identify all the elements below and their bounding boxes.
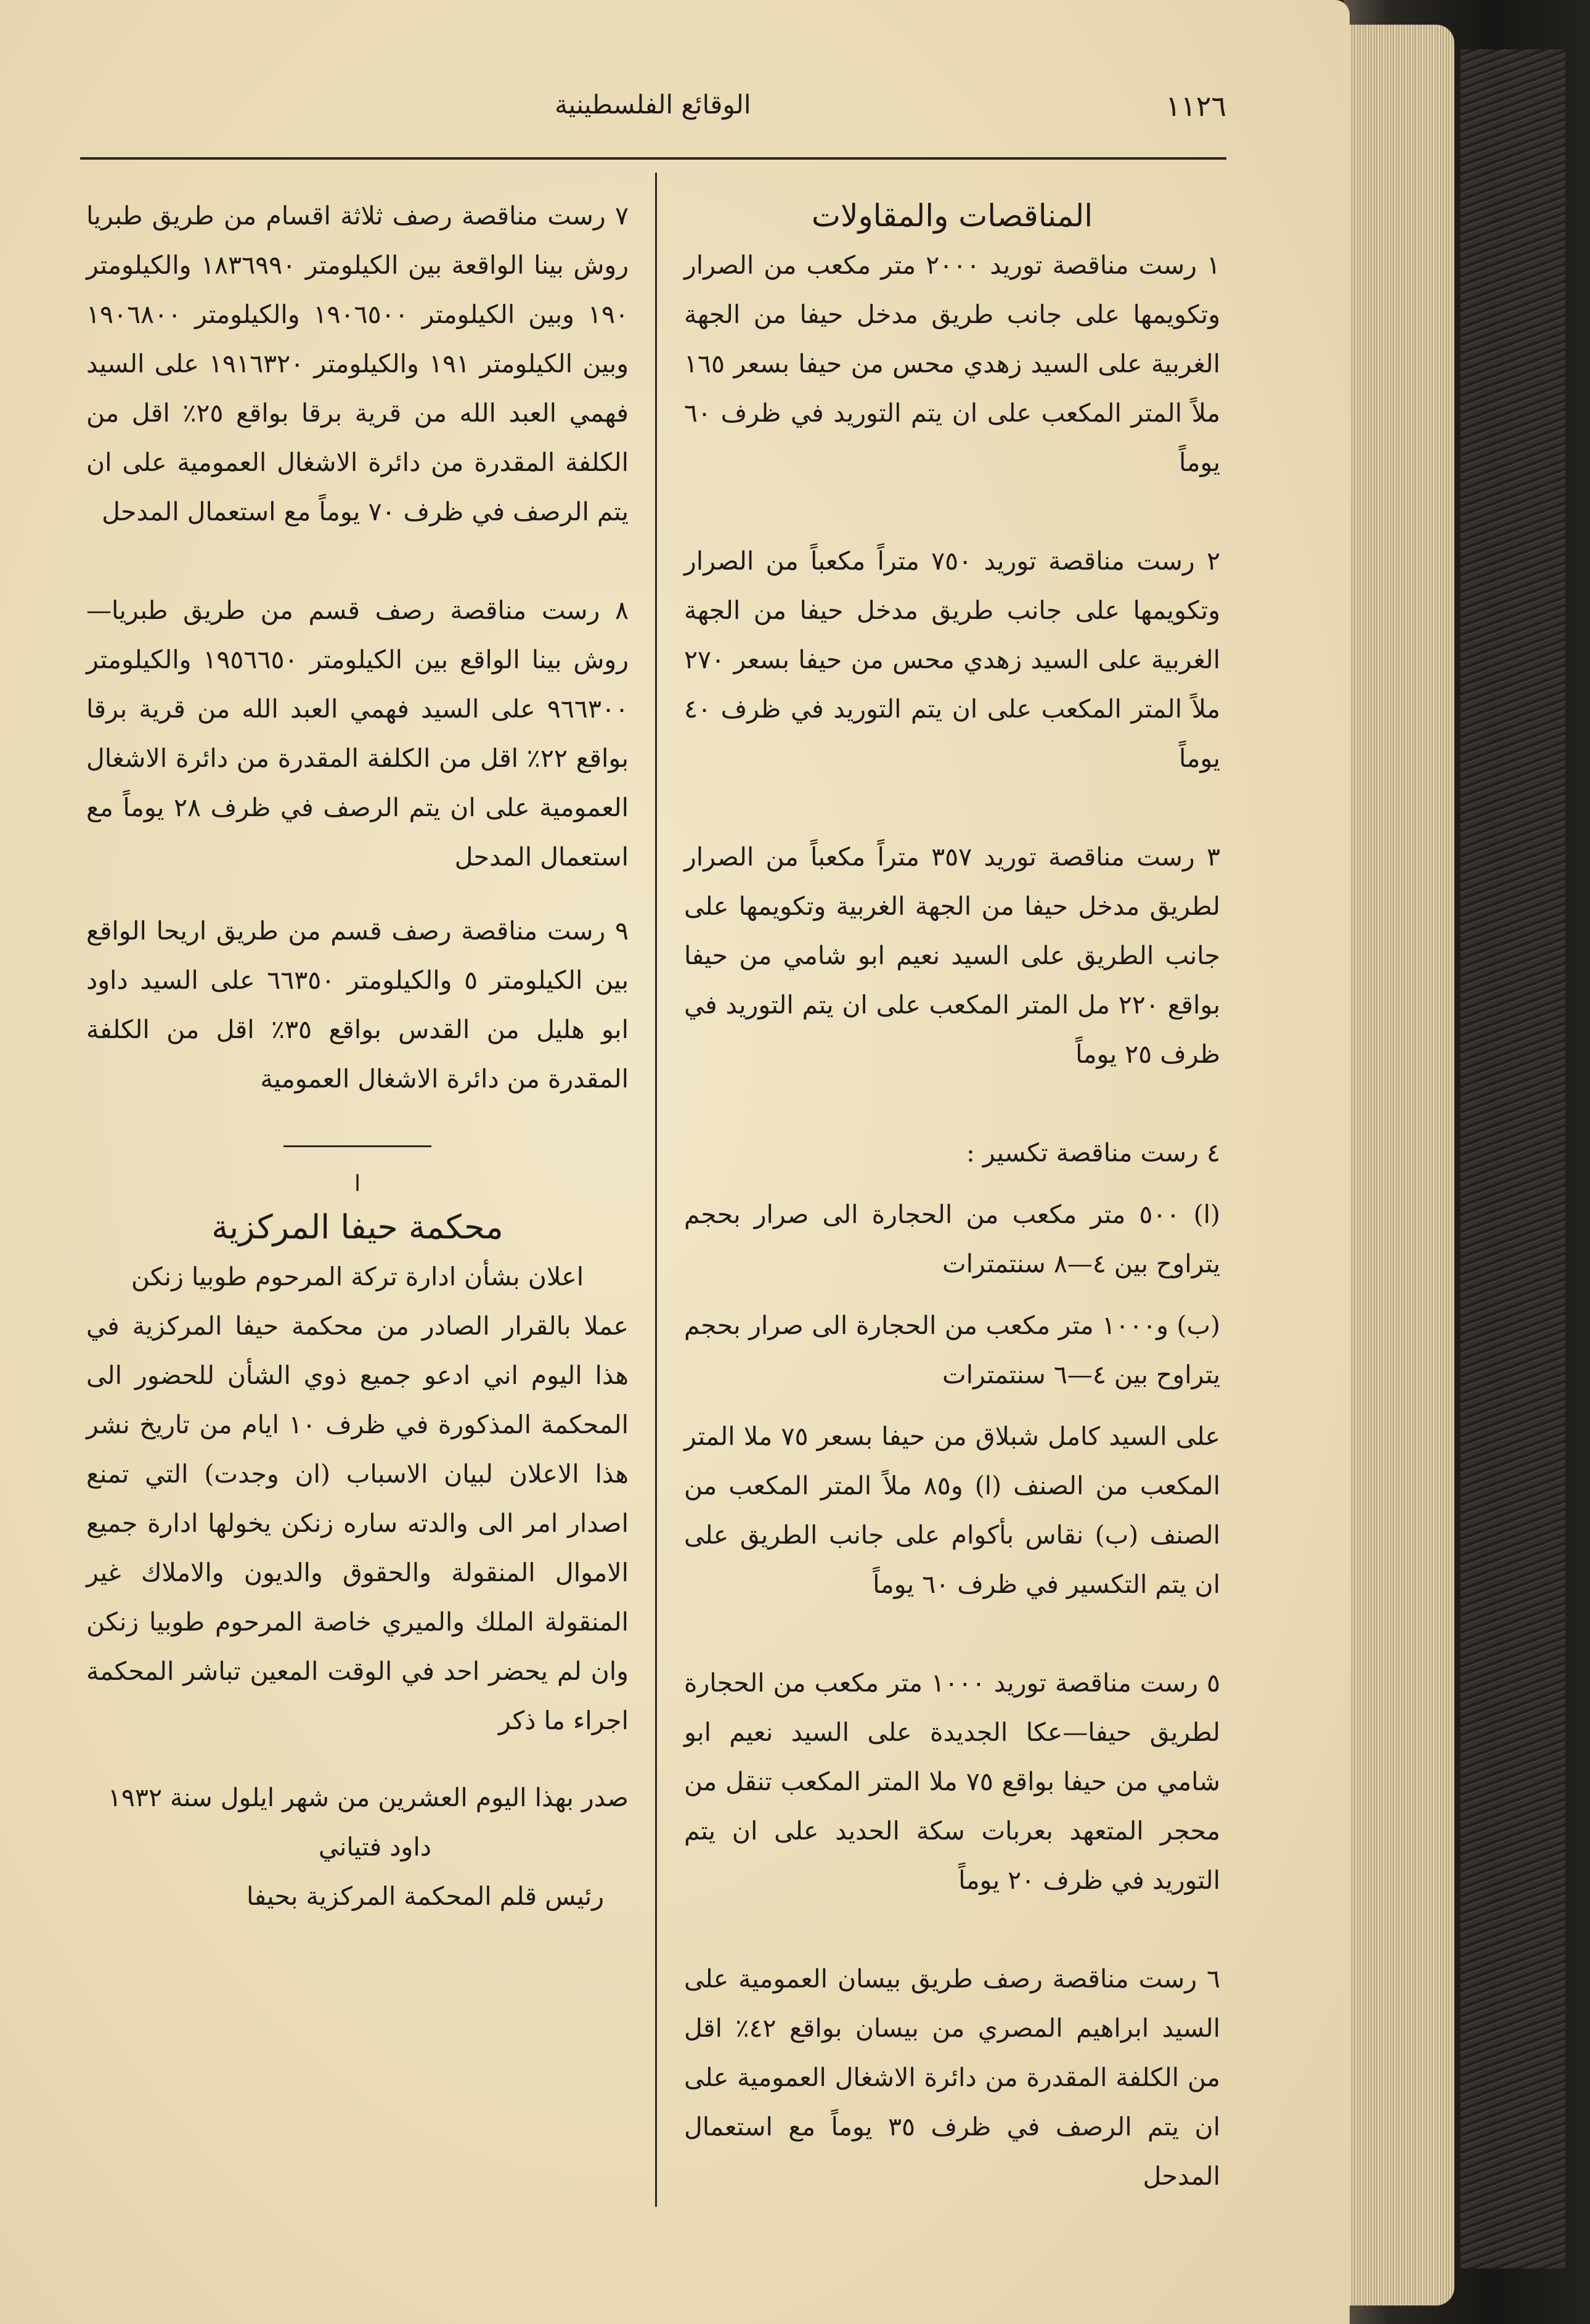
cover-texture: [1461, 49, 1565, 2269]
tender-item-3: ٣ رست مناقصة توريد ٣٥٧ متراً مكعباً من الصرار لطريق مدخل حيفا من الجهة الغربية وتكويمها على جانب الطريق على السيد نعيم ابو شامي من حيفا بواقع ٢٢٠ مل المتر المكعب على ان يتم التوريد في ظرف ٢٥ يوماً: [684, 842, 1221, 1069]
tender-item-2: ٢ رست مناقصة توريد ٧٥٠ متراً مكعباً من الصرار وتكويمها على جانب طريق مدخل حيفا من الجهة الغربية على السيد زهدي محس من حيفا بسعر ٢٧٠ ملاً المتر المكعب على ان يتم التوريد في ظرف ٤٠ يوماً: [684, 546, 1220, 773]
publication-title: الوقائع الفلسطينية: [555, 89, 751, 120]
notice-subtitle: اعلان بشأن ادارة تركة المرحوم طوبيا زنكن: [131, 1262, 584, 1291]
court-title: محكمة حيفا المركزية: [211, 1208, 504, 1246]
section-title: المناقصات والمقاولات: [811, 198, 1093, 234]
tender-item-5: ٥ رست مناقصة توريد ١٠٠٠ متر مكعب من الحجارة لطريق حيفا—عكا الجديدة على السيد نعيم ابو شامي من حيفا بواقع ٧٥ ملا المتر المكعب تنقل من محجر المتعهد بعربات سكة الحديد على ان يتم التوريد في ظرف ٢٠ يوماً: [684, 1668, 1220, 1895]
page-number: ١١٢٦: [1165, 89, 1226, 123]
tender-item-4a: (ا) ٥٠٠ متر مكعب من الحجارة الى صرار بحجم يتراوح بين ٤—٨ سنتمترات: [684, 1200, 1220, 1279]
tender-item-4-body: على السيد كامل شبلاق من حيفا بسعر ٧٥ ملا المتر المكعب من الصنف (ا) و٨٥ ملاً المتر المكعب من الصنف (ب) نقاس بأكوام على جانب الطريق على ان يتم التكسير في ظرف ٦٠ يوماً: [684, 1422, 1220, 1599]
notice-body: عملا بالقرار الصادر من محكمة حيفا المركزية في هذا اليوم اني ادعو جميع ذوي الشأن للحضور الى المحكمة المذكورة في ظرف ١٠ ايام من تاريخ نشر هذا الاعلان لبيان الاسباب (ان وجدت) التي تمنع اصدار امر الى والدته ساره زنكن يخولها ادارة جميع الاموال المنقولة والحقوق والديون والاملاك غير المنقولة الملك والميري خاصة المرحوم طوبيا زنكن وان لم يحضر احد في الوقت المعين تباشر المحكمة اجراء ما ذكر: [86, 1311, 629, 1735]
left-column: [86, 191, 629, 1921]
column-divider: [655, 173, 657, 2207]
signatory-name: داود فتياني: [318, 1832, 431, 1862]
tender-item-7: ٧ رست مناقصة رصف ثلاثة اقسام من طريق طبريا روش بينا الواقعة بين الكيلومتر ١٨٣٦٩٩٠ والكيلومتر ١٩٠ وبين الكيلومتر ١٩٠٦٥٠٠ والكيلومتر ١٩٠٦٨٠٠ وبين الكيلومتر ١٩١ والكيلومتر ١٩١٦٣٢٠ على السيد فهمي العبد الله من قرية برقا بواقع ٢٥٪ اقل من الكلفة المقدرة من دائرة الاشغال العمومية على ان يتم الرصف في ظرف ٧٠ يوماً مع استعمال المدحل: [86, 201, 629, 526]
right-column: [684, 191, 1220, 2201]
tender-item-9: ٩ رست مناقصة رصف قسم من طريق اريحا الواقع بين الكيلومتر ٥ والكيلومتر ٦٦٣٥٠ على السيد داود ابو هليل من القدس بواقع ٣٥٪ اقل من الكلفة المقدرة من دائرة الاشغال العمومية: [86, 916, 629, 1094]
notice-date: صدر بهذا اليوم العشرين من شهر ايلول سنة ١٩٣٢: [107, 1783, 629, 1812]
signatory-title: رئيس قلم المحكمة المركزية بحيفا: [246, 1881, 604, 1911]
section-separator: [283, 1145, 431, 1147]
tender-item-4b: (ب) و١٠٠٠ متر مكعب من الحجارة الى صرار بحجم يتراوح بين ٤—٦ سنتمترات: [684, 1311, 1220, 1389]
page-header: [80, 89, 1226, 133]
tender-item-4-heading: ٤ رست مناقصة تكسير :: [966, 1138, 1220, 1168]
header-rule: [80, 157, 1226, 160]
notice-marker: ا: [354, 1171, 361, 1197]
tender-item-6: ٦ رست مناقصة رصف طريق بيسان العمومية على السيد ابراهيم المصري من بيسان بواقع ٤٢٪ اقل من الكلفة المقدرة من دائرة الاشغال العمومية على ان يتم الرصف في ظرف ٣٥ يوماً مع استعمال المدحل: [684, 1964, 1220, 2191]
tender-item-8: ٨ رست مناقصة رصف قسم من طريق طبريا— روش بينا الواقع بين الكيلومتر ١٩٥٦٦٥٠ والكيلومتر ٩٦٦٣٠٠ على السيد فهمي العبد الله من قرية برقا بواقع ٢٢٪ اقل من الكلفة المقدرة من دائرة الاشغال العمومية على ان يتم الرصف في ظرف ٢٨ يوماً مع استعمال المدحل: [86, 595, 629, 872]
tender-item-1: ١ رست مناقصة توريد ٢٠٠٠ متر مكعب من الصرار وتكويمها على جانب طريق مدخل حيفا من الجهة الغربية على السيد زهدي محس من حيفا بسعر ١٦٥ ملاً المتر المكعب على ان يتم التوريد في ظرف ٦٠ يوماً: [684, 250, 1221, 477]
